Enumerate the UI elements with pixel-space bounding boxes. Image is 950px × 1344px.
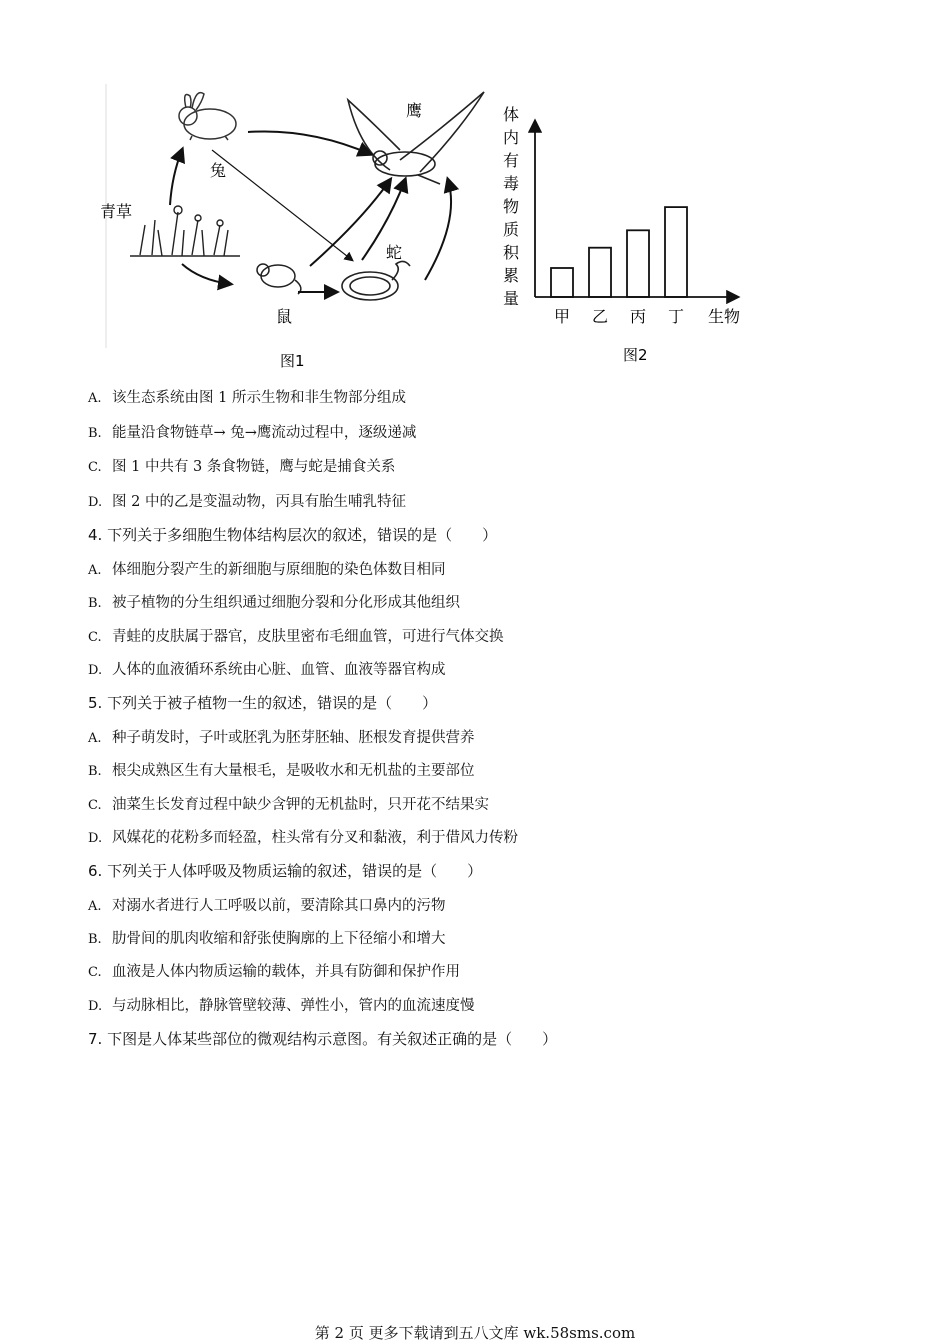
option-text: 能量沿食物链草→ 兔→鹰流动过程中，逐级递减: [112, 425, 417, 441]
option-letter: D.: [88, 663, 103, 678]
y-label-char: 体: [503, 105, 520, 124]
rabbit-image: [179, 93, 236, 140]
option-letter: A.: [88, 563, 102, 578]
option-letter: D.: [88, 831, 103, 846]
answer-option: [88, 896, 446, 917]
option-letter: B.: [88, 426, 102, 441]
option-text: 血液是人体内物质运输的载体，并具有防御和保护作用: [112, 964, 460, 980]
answer-option: [88, 761, 475, 782]
option-letter: B.: [88, 932, 102, 947]
option-letter: B.: [88, 764, 102, 779]
y-label-char: 内: [503, 128, 520, 147]
answer-option: [88, 560, 446, 581]
option-letter: A.: [88, 391, 102, 406]
option-letter: C.: [88, 798, 102, 813]
answer-option: [88, 929, 446, 950]
bar-1: [589, 248, 611, 297]
x-tick-label: 甲: [553, 307, 571, 326]
question-stem: 6. 下列关于人体呼吸及物质运输的叙述，错误的是（ ）: [88, 862, 483, 880]
answer-option: [88, 457, 395, 478]
y-label-char: 积: [503, 243, 520, 262]
label-grass: 青草: [100, 202, 133, 221]
option-text: 青蛙的皮肤属于器官，皮肤里密布毛细血管，可进行气体交换: [112, 629, 504, 645]
x-axis-label: 生物: [708, 307, 741, 326]
figure1-caption: 图1: [280, 352, 305, 370]
option-letter: A.: [88, 731, 102, 746]
answer-option: [88, 728, 475, 749]
answer-option: [88, 996, 475, 1017]
option-text: 对溺水者进行人工呼吸以前，要清除其口鼻内的污物: [112, 898, 446, 914]
page-footer: 第 2 页 更多下载请到五八文库 wk.58sms.com: [314, 1324, 636, 1342]
mouse-image: [257, 264, 301, 294]
label-snake: 蛇: [386, 243, 403, 262]
y-label-char: 量: [503, 289, 520, 308]
food-web-figure: [100, 80, 500, 380]
option-text: 种子萌发时，子叶或胚乳为胚芽胚轴、胚根发育提供营养: [112, 730, 475, 746]
y-label-char: 累: [503, 266, 520, 285]
option-letter: C.: [88, 965, 102, 980]
question-stem: 7. 下图是人体某些部位的微观结构示意图。有关叙述正确的是（ ）: [88, 1030, 558, 1048]
food-web-arrows: [170, 131, 451, 292]
label-eagle: 鹰: [406, 101, 423, 120]
option-text: 图 2 中的乙是变温动物，丙具有胎生哺乳特征: [112, 494, 406, 510]
bar-2: [627, 230, 649, 297]
option-letter: C.: [88, 630, 102, 645]
answer-option: [88, 660, 446, 681]
x-tick-label: 丁: [667, 307, 685, 326]
answer-option: [88, 423, 416, 444]
y-axis-label: [503, 105, 520, 308]
toxin-bar-chart: [495, 100, 755, 370]
answer-option: [88, 962, 460, 983]
question-stem: 4. 下列关于多细胞生物体结构层次的叙述，错误的是（ ）: [88, 526, 498, 544]
option-text: 油菜生长发育过程中缺少含钾的无机盐时，只开花不结果实: [112, 797, 489, 813]
option-text: 与动脉相比，静脉管壁较薄、弹性小，管内的血流速度慢: [112, 998, 475, 1014]
bar-3: [665, 207, 687, 297]
y-label-char: 物: [503, 197, 520, 216]
option-letter: D.: [88, 495, 103, 510]
snake-image: [342, 261, 410, 300]
option-text: 体细胞分裂产生的新细胞与原细胞的染色体数目相同: [112, 562, 446, 578]
answer-option: [88, 627, 504, 648]
y-label-char: 毒: [503, 174, 520, 193]
answer-option: [88, 492, 406, 513]
question-stem: 5. 下列关于被子植物一生的叙述，错误的是（ ）: [88, 694, 438, 712]
option-text: 根尖成熟区生有大量根毛，是吸收水和无机盐的主要部位: [112, 763, 475, 779]
option-letter: D.: [88, 999, 103, 1014]
y-label-char: 质: [503, 220, 520, 239]
y-label-char: 有: [503, 151, 520, 170]
x-tick-label: 丙: [629, 307, 647, 326]
option-text: 该生态系统由图 1 所示生物和非生物部分组成: [112, 390, 406, 406]
answer-option: [88, 795, 489, 816]
x-tick-label: 乙: [591, 307, 609, 326]
answer-option: [88, 828, 518, 849]
option-letter: B.: [88, 596, 102, 611]
label-mouse: 鼠: [276, 307, 293, 326]
option-text: 肋骨间的肌肉收缩和舒张使胸廓的上下径缩小和增大: [112, 931, 446, 947]
option-text: 被子植物的分生组织通过细胞分裂和分化形成其他组织: [112, 595, 460, 611]
answer-option: [88, 388, 406, 409]
answer-option: [88, 593, 460, 614]
option-letter: C.: [88, 460, 102, 475]
option-letter: A.: [88, 899, 102, 914]
option-text: 风媒花的花粉多而轻盈，柱头常有分叉和黏液，利于借风力传粉: [112, 830, 518, 846]
bar-0: [551, 268, 573, 297]
grass-image: [130, 206, 240, 256]
label-rabbit: 兔: [210, 161, 227, 180]
option-text: 图 1 中共有 3 条食物链，鹰与蛇是捕食关系: [112, 459, 396, 475]
figure2-caption: 图2: [623, 346, 648, 364]
option-text: 人体的血液循环系统由心脏、血管、血液等器官构成: [112, 662, 446, 678]
